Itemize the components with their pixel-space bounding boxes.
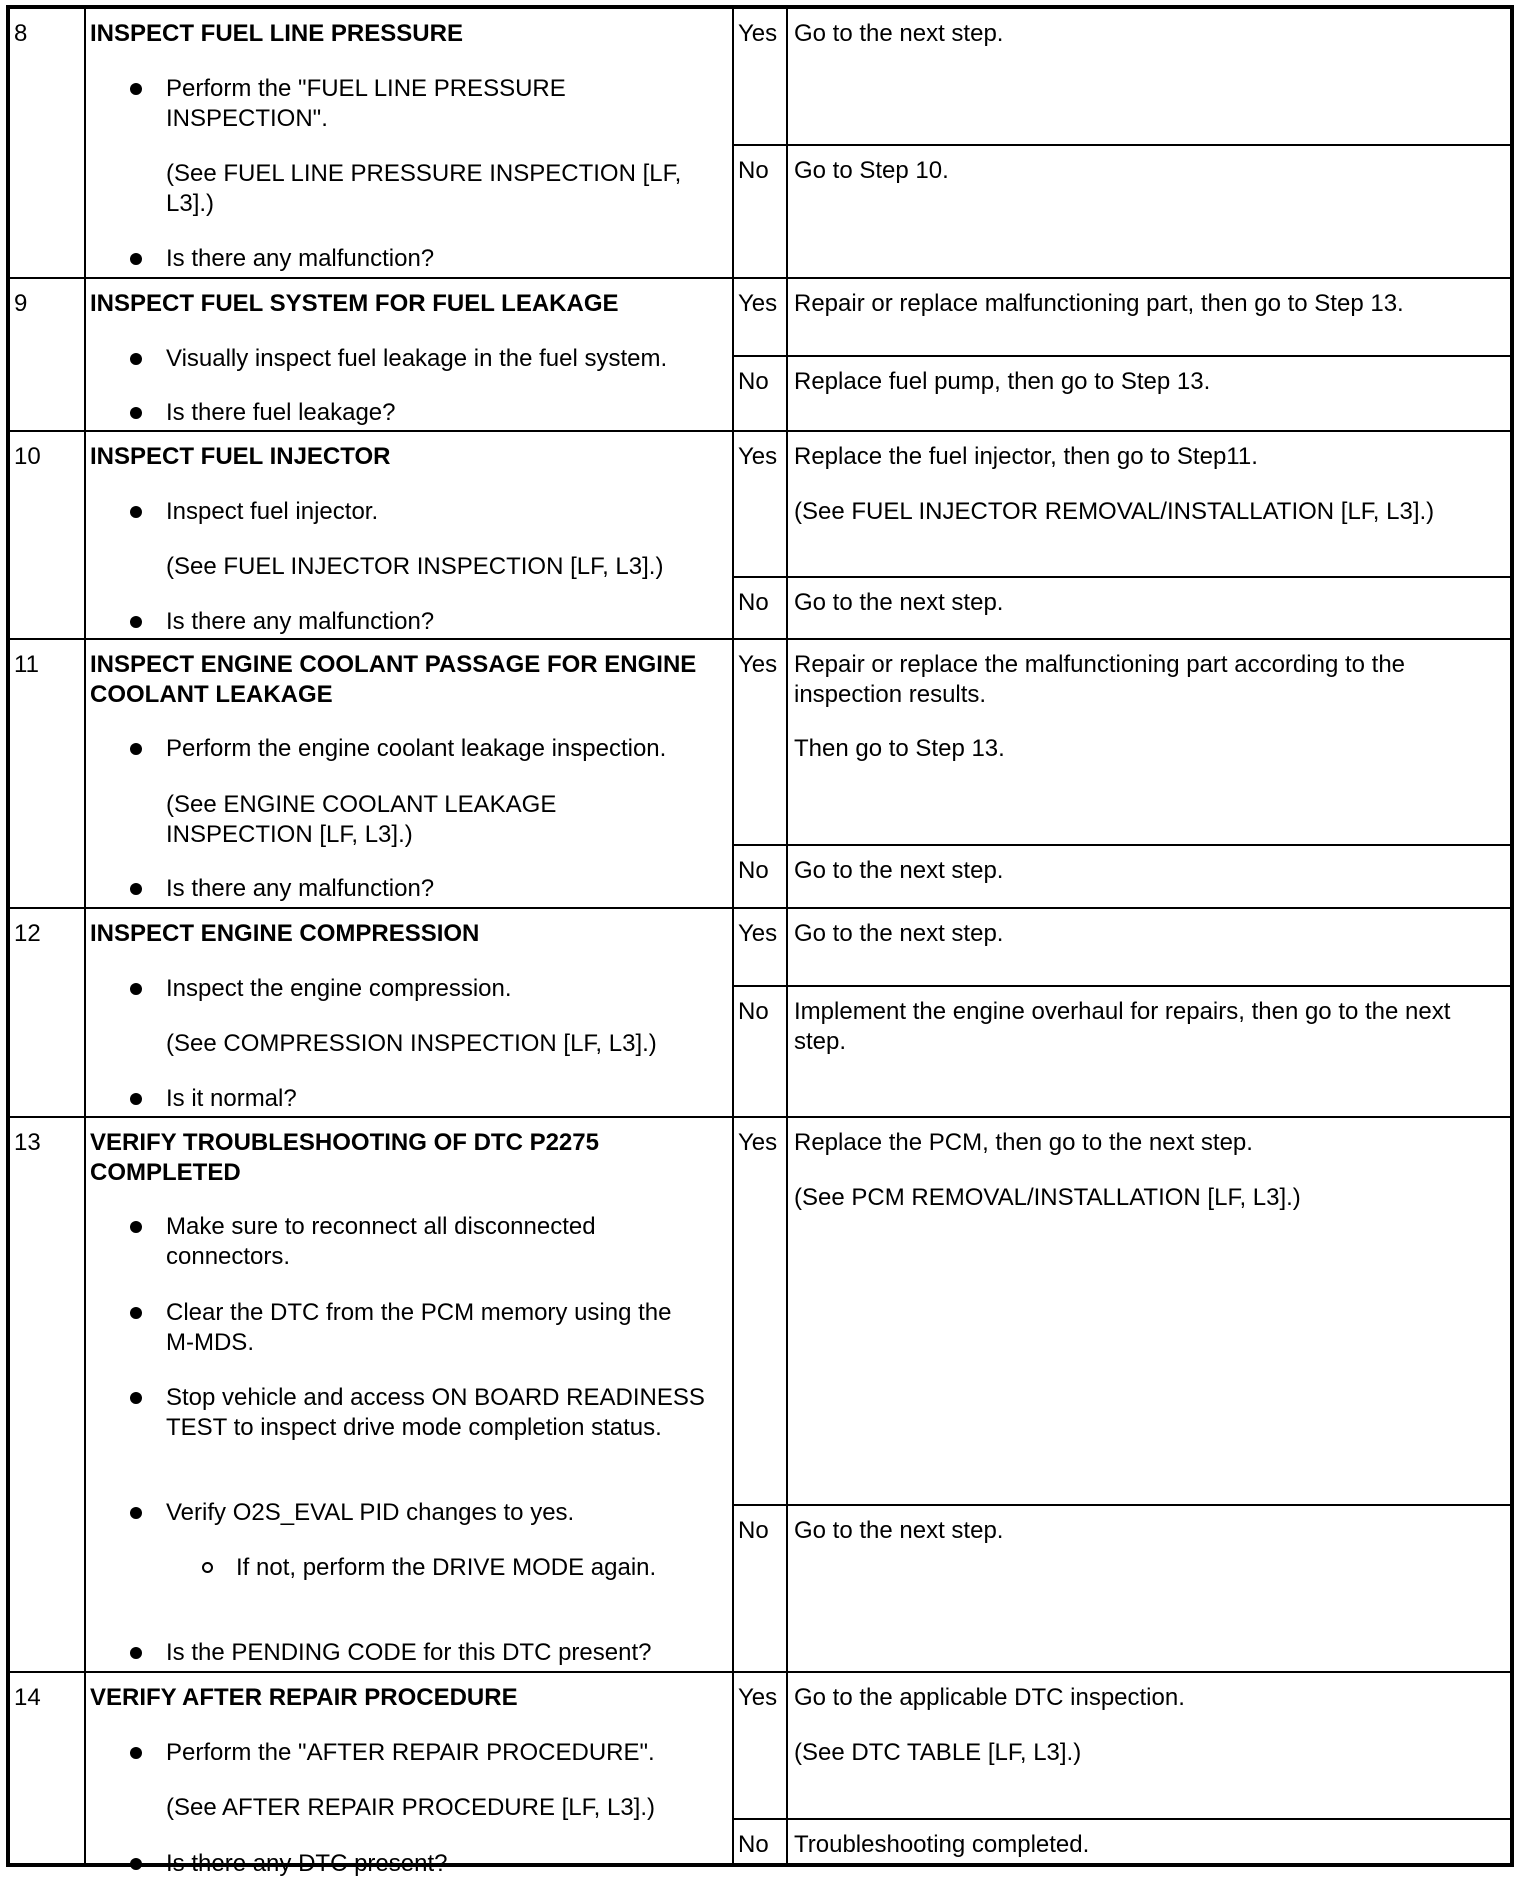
step-bullet [166, 1298, 706, 1358]
no-action: Go to the next step. [794, 857, 1004, 884]
bullet-icon [130, 1858, 142, 1870]
step-number: 12 [14, 920, 41, 947]
step-cell [86, 279, 734, 430]
step-bullet [166, 497, 706, 527]
no-label: No [738, 998, 769, 1025]
step-reference: (See ENGINE COOLANT LEAKAGE INSPECTION [LF, L3].) [166, 791, 557, 848]
step-bullet-text: Is there any DTC present? [166, 1850, 448, 1877]
step-sub-bullet [236, 1553, 696, 1583]
step-bullet-text: Perform the "AFTER REPAIR PROCEDURE". [166, 1739, 655, 1766]
step-number-cell [10, 640, 86, 907]
step-number: 9 [14, 290, 28, 317]
table-row [10, 909, 1510, 1118]
yes-segment [734, 1118, 1510, 1504]
step-bullet-text: Is it normal? [166, 1085, 297, 1112]
no-label: No [738, 1831, 769, 1858]
no-segment [734, 1818, 1510, 1863]
no-label: No [738, 1517, 769, 1544]
no-action: Replace fuel pump, then go to Step 13. [794, 368, 1211, 395]
no-label-cell [734, 846, 788, 907]
yes-action: Go to the applicable DTC inspection. [794, 1684, 1185, 1711]
step-bullet [166, 398, 706, 428]
step-bullet-text: Clear the DTC from the PCM memory using the M-MDS. [166, 1299, 672, 1356]
yes-label: Yes [738, 920, 778, 947]
no-label: No [738, 368, 769, 395]
yes-label: Yes [738, 290, 778, 317]
step-reference: (See FUEL LINE PRESSURE INSPECTION [LF, L3].) [166, 160, 682, 217]
yes-action: Then go to Step 13. [794, 735, 1005, 762]
bullet-icon [130, 1307, 142, 1319]
bullet-icon [130, 1507, 142, 1519]
yes-label: Yes [738, 20, 778, 47]
yes-segment [734, 9, 1510, 144]
step-number: 13 [14, 1129, 41, 1156]
no-label-cell [734, 578, 788, 638]
yes-action: Go to the next step. [794, 20, 1004, 47]
step-bullet-text: Perform the engine coolant leakage inspection. [166, 735, 667, 762]
no-action: Go to the next step. [794, 1517, 1004, 1544]
step-number-cell [10, 1118, 86, 1671]
table-row [10, 640, 1510, 909]
step-bullet-text: Is there any malfunction? [166, 608, 435, 635]
step-cell [86, 909, 734, 1116]
step-bullet-text: Stop vehicle and access ON BOARD READINESS TEST to inspect drive mode completion status. [166, 1384, 705, 1441]
step-number: 8 [14, 20, 28, 47]
bullet-icon [130, 1647, 142, 1659]
step-bullet [166, 734, 706, 764]
yes-label: Yes [738, 1684, 778, 1711]
step-title: VERIFY AFTER REPAIR PROCEDURE [90, 1684, 518, 1711]
yes-reference: (See PCM REMOVAL/INSTALLATION [LF, L3].) [794, 1184, 1301, 1211]
answer-cell [734, 909, 1510, 1116]
bullet-icon [130, 616, 142, 628]
step-bullet [166, 1638, 706, 1668]
no-label: No [738, 589, 769, 616]
step-bullet-text: Is the PENDING CODE for this DTC present? [166, 1639, 652, 1666]
no-action: Go to Step 10. [794, 157, 949, 184]
yes-label-cell [734, 1118, 788, 1504]
answer-cell [734, 279, 1510, 430]
step-bullet [166, 874, 706, 904]
yes-action: Replace the fuel injector, then go to Step11. [794, 443, 1258, 470]
step-cell [86, 640, 734, 907]
step-bullet-text: Visually inspect fuel leakage in the fuel system. [166, 345, 668, 372]
no-segment [734, 144, 1510, 277]
step-bullet [166, 1212, 706, 1272]
bullet-icon [130, 1221, 142, 1233]
bullet-icon [130, 353, 142, 365]
answer-cell [734, 1118, 1510, 1671]
step-number-cell [10, 909, 86, 1116]
yes-segment [734, 640, 1510, 844]
no-label-cell [734, 357, 788, 430]
yes-label: Yes [738, 651, 778, 678]
bullet-icon [130, 743, 142, 755]
no-label-cell [734, 987, 788, 1116]
no-label-cell [734, 1820, 788, 1863]
step-number: 11 [14, 651, 39, 678]
yes-segment [734, 279, 1510, 355]
step-number-cell [10, 432, 86, 638]
yes-action: Repair or replace malfunctioning part, then go to Step 13. [794, 290, 1404, 317]
step-title: INSPECT ENGINE COMPRESSION [90, 920, 480, 947]
yes-segment [734, 1673, 1510, 1818]
answer-cell [734, 9, 1510, 277]
step-reference: (See COMPRESSION INSPECTION [LF, L3].) [166, 1030, 657, 1057]
step-number-cell [10, 279, 86, 430]
bullet-icon [130, 83, 142, 95]
step-bullet [166, 1498, 706, 1528]
step-title: INSPECT ENGINE COOLANT PASSAGE FOR ENGINE COOLANT LEAKAGE [90, 651, 697, 708]
step-bullet-text: Inspect the engine compression. [166, 975, 512, 1002]
answer-cell [734, 432, 1510, 638]
table-row [10, 1118, 1510, 1673]
yes-action: Replace the PCM, then go to the next step. [794, 1129, 1253, 1156]
bullet-icon [130, 1747, 142, 1759]
no-segment [734, 985, 1510, 1116]
table-row [10, 279, 1510, 432]
bullet-icon [130, 407, 142, 419]
step-number-cell [10, 9, 86, 277]
no-segment [734, 355, 1510, 430]
step-bullet [166, 1738, 706, 1768]
troubleshooting-table [6, 5, 1514, 1877]
bullet-icon [130, 1392, 142, 1404]
step-bullet-text: Verify O2S_EVAL PID changes to yes. [166, 1499, 575, 1526]
yes-label-cell [734, 279, 788, 355]
step-title: INSPECT FUEL LINE PRESSURE [90, 20, 463, 47]
bullet-icon [130, 1093, 142, 1105]
no-action: Go to the next step. [794, 589, 1004, 616]
step-number-cell [10, 1673, 86, 1863]
no-label-cell [734, 1506, 788, 1671]
step-cell [86, 1673, 734, 1877]
bullet-icon [130, 506, 142, 518]
no-segment [734, 1504, 1510, 1671]
yes-action: Repair or replace the malfunctioning part according to the inspection results. [794, 651, 1406, 708]
step-bullet [166, 344, 706, 374]
yes-label-cell [734, 432, 788, 576]
yes-segment [734, 432, 1510, 576]
no-label: No [738, 857, 769, 884]
yes-reference: (See DTC TABLE [LF, L3].) [794, 1739, 1082, 1766]
table-row [10, 432, 1510, 640]
yes-label-cell [734, 640, 788, 844]
no-label-cell [734, 146, 788, 277]
step-bullet-text: Is there any malfunction? [166, 245, 435, 272]
yes-label-cell [734, 909, 788, 985]
step-bullet [166, 1849, 706, 1879]
yes-label: Yes [738, 443, 778, 470]
step-title: VERIFY TROUBLESHOOTING OF DTC P2275 COMPLETED [90, 1129, 599, 1186]
step-bullet [166, 974, 706, 1004]
step-bullet [166, 1383, 706, 1443]
yes-label-cell [734, 9, 788, 144]
table-row [10, 9, 1510, 279]
no-action: Troubleshooting completed. [794, 1831, 1090, 1858]
no-action: Implement the engine overhaul for repairs, then go to the next step. [794, 998, 1451, 1055]
circle-bullet-icon [202, 1562, 213, 1573]
step-number: 14 [14, 1684, 41, 1711]
step-number: 10 [14, 443, 41, 470]
no-segment [734, 844, 1510, 907]
step-cell [86, 1118, 734, 1671]
bullet-icon [130, 883, 142, 895]
step-title: INSPECT FUEL INJECTOR [90, 443, 391, 470]
step-sub-bullet-text: If not, perform the DRIVE MODE again. [236, 1554, 657, 1581]
step-bullet [166, 244, 706, 274]
step-bullet [166, 74, 706, 134]
table-row [10, 1673, 1510, 1877]
answer-cell [734, 640, 1510, 907]
bullet-icon [130, 253, 142, 265]
step-bullet [166, 1084, 706, 1114]
step-bullet-text: Inspect fuel injector. [166, 498, 379, 525]
step-title: INSPECT FUEL SYSTEM FOR FUEL LEAKAGE [90, 290, 619, 317]
yes-label: Yes [738, 1129, 778, 1156]
bullet-icon [130, 983, 142, 995]
step-cell [86, 9, 734, 277]
no-segment [734, 576, 1510, 638]
step-reference: (See AFTER REPAIR PROCEDURE [LF, L3].) [166, 1794, 656, 1821]
step-cell [86, 432, 734, 638]
step-bullet-text: Is there any malfunction? [166, 875, 435, 902]
yes-reference: (See FUEL INJECTOR REMOVAL/INSTALLATION [LF, L3].) [794, 498, 1435, 525]
yes-action: Go to the next step. [794, 920, 1004, 947]
step-bullet-text: Perform the "FUEL LINE PRESSURE INSPECTION". [166, 75, 566, 132]
no-label: No [738, 157, 769, 184]
step-bullet [166, 607, 706, 637]
step-reference: (See FUEL INJECTOR INSPECTION [LF, L3].) [166, 553, 664, 580]
step-bullet-text: Is there fuel leakage? [166, 399, 396, 426]
step-bullet-text: Make sure to reconnect all disconnected connectors. [166, 1213, 596, 1270]
yes-label-cell [734, 1673, 788, 1818]
yes-segment [734, 909, 1510, 985]
answer-cell [734, 1673, 1510, 1863]
